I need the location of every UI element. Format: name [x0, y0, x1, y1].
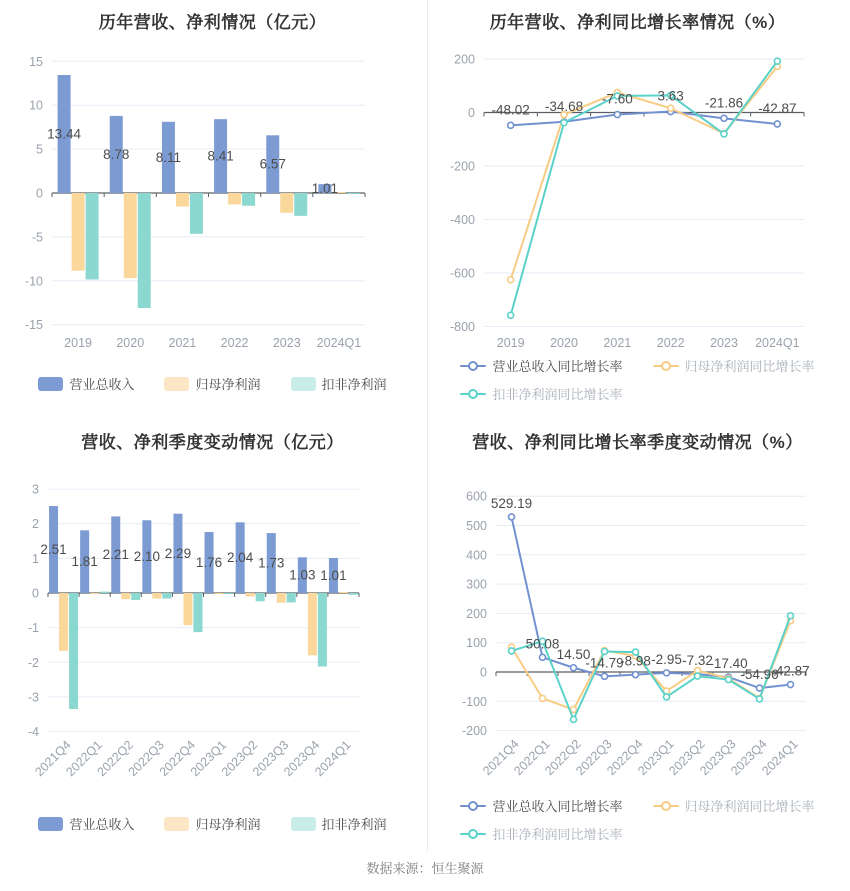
legend-item-net-profit[interactable] — [164, 814, 260, 833]
svg-text:-42.87: -42.87 — [758, 100, 797, 116]
svg-text:0: 0 — [468, 106, 475, 120]
svg-text:6.57: 6.57 — [259, 156, 286, 172]
svg-text:-54.96: -54.96 — [740, 667, 779, 683]
svg-text:2.04: 2.04 — [227, 550, 254, 566]
bar — [138, 193, 151, 308]
marker — [614, 112, 620, 118]
chart-title-quarterly-growth: 营收、净利同比增长率季度变动情况（%） — [472, 433, 803, 452]
marker — [774, 58, 780, 64]
marker — [508, 277, 514, 283]
line-series-icon — [460, 800, 486, 812]
marker — [602, 673, 608, 679]
svg-text:2022Q3: 2022Q3 — [125, 737, 167, 780]
svg-text:2023Q4: 2023Q4 — [728, 736, 770, 779]
legend-item-label: 归母净利润 — [195, 817, 261, 832]
bar — [318, 593, 327, 666]
svg-text:1.81: 1.81 — [71, 554, 98, 570]
series-color-swatch — [164, 377, 189, 391]
marker — [664, 670, 670, 676]
svg-text:2022Q1: 2022Q1 — [63, 737, 105, 780]
bar — [287, 593, 296, 602]
marker — [633, 672, 639, 678]
svg-text:2023Q3: 2023Q3 — [250, 737, 292, 780]
line-series-icon — [653, 360, 679, 372]
legend-item-non-gaap-net-profit[interactable] — [291, 374, 387, 393]
quarterly-amounts-y-axis-labels — [28, 483, 39, 739]
svg-text:-42.87: -42.87 — [771, 663, 810, 679]
svg-text:2023Q1: 2023Q1 — [187, 737, 230, 780]
legend-item-label: 扣非净利润同比增长率 — [492, 387, 623, 402]
quarterly-growth-x-axis-labels — [480, 737, 800, 778]
bar — [242, 193, 255, 206]
marker — [561, 120, 567, 126]
bar — [183, 593, 192, 625]
legend-item-label: 归母净利润同比增长率 — [684, 359, 815, 374]
legend-item-label: 归母净利润同比增长率 — [684, 799, 815, 814]
quarterly-amounts-plot — [0, 420, 425, 858]
svg-text:2024Q1: 2024Q1 — [755, 336, 800, 350]
quarterly-amounts-x-axis-labels — [32, 738, 353, 779]
bar — [121, 593, 130, 599]
svg-text:2023Q1: 2023Q1 — [635, 736, 677, 779]
svg-text:13.44: 13.44 — [47, 126, 81, 142]
quarterly-growth-data-labels — [491, 496, 810, 682]
chart-annual-amounts — [0, 0, 425, 420]
svg-text:10: 10 — [29, 98, 43, 113]
bar — [100, 592, 109, 593]
marker — [509, 514, 515, 520]
svg-text:2022Q4: 2022Q4 — [156, 737, 199, 780]
svg-text:5: 5 — [36, 142, 43, 157]
marker — [774, 121, 780, 127]
annual-growth-y-axis-labels — [450, 53, 475, 335]
svg-text:2: 2 — [32, 517, 39, 532]
svg-text:8.78: 8.78 — [103, 146, 130, 162]
svg-text:3.63: 3.63 — [657, 88, 684, 104]
svg-text:-48.02: -48.02 — [491, 102, 530, 118]
legend-item-label: 营业总收入 — [69, 377, 135, 392]
svg-text:1.01: 1.01 — [311, 181, 339, 197]
legend-item-non-gaap-net-profit[interactable] — [291, 814, 387, 833]
bar — [90, 593, 99, 594]
svg-text:2023Q2: 2023Q2 — [218, 737, 261, 780]
marker — [508, 122, 514, 128]
svg-text:529.19: 529.19 — [490, 495, 533, 511]
svg-text:200: 200 — [454, 52, 475, 67]
marker — [721, 131, 727, 137]
svg-text:2022Q3: 2022Q3 — [573, 736, 615, 779]
svg-text:-2.95: -2.95 — [651, 651, 682, 667]
svg-text:0: 0 — [32, 586, 39, 601]
bar — [346, 193, 359, 194]
svg-text:0: 0 — [480, 665, 487, 680]
svg-text:-15: -15 — [24, 318, 43, 333]
quarterly-growth-plot — [425, 420, 850, 858]
bar — [176, 193, 189, 207]
data-source-note: 数据来源：恒生聚源 — [366, 861, 484, 876]
bar — [190, 193, 203, 234]
svg-text:300: 300 — [466, 577, 487, 592]
bar — [59, 593, 68, 651]
bar — [86, 193, 99, 279]
svg-text:-5: -5 — [31, 230, 43, 245]
svg-text:-800: -800 — [449, 320, 475, 334]
svg-text:0: 0 — [36, 186, 43, 201]
svg-text:-2: -2 — [27, 655, 39, 670]
chart-annual-growth — [425, 0, 850, 420]
svg-text:-7.32: -7.32 — [682, 653, 713, 669]
svg-text:2019: 2019 — [64, 336, 92, 350]
bar — [349, 593, 358, 595]
legend-item-label: 营业总收入同比增长率 — [492, 799, 623, 814]
legend-annual-growth — [425, 356, 850, 403]
marker — [788, 613, 794, 619]
bar — [308, 593, 317, 655]
bar — [246, 593, 255, 596]
legend-item-label: 扣非净利润 — [321, 377, 387, 392]
svg-text:2021Q4: 2021Q4 — [32, 737, 74, 780]
svg-text:2022Q4: 2022Q4 — [604, 736, 646, 779]
svg-text:400: 400 — [466, 548, 487, 563]
series-color-swatch — [291, 377, 316, 391]
svg-text:2020: 2020 — [550, 336, 578, 350]
svg-text:8.41: 8.41 — [207, 148, 234, 164]
chart-title-quarterly-amounts: 营收、净利季度变动情况（亿元） — [81, 433, 344, 452]
bar — [152, 593, 161, 599]
bar — [225, 593, 234, 594]
annual-amounts-y-axis-labels — [25, 55, 43, 332]
legend-item-net-profit-growth[interactable] — [653, 796, 815, 815]
marker — [571, 716, 577, 722]
bar — [256, 593, 265, 601]
svg-text:-14.79: -14.79 — [585, 655, 624, 671]
marker — [602, 648, 608, 654]
annual-amounts-data-labels — [47, 126, 338, 196]
svg-text:50.08: 50.08 — [525, 636, 560, 652]
svg-text:2021: 2021 — [603, 336, 632, 350]
line-series-icon — [460, 388, 486, 400]
bar — [162, 593, 171, 599]
svg-text:-200: -200 — [461, 724, 487, 739]
svg-text:2021Q4: 2021Q4 — [480, 736, 522, 779]
legend-item-revenue[interactable] — [38, 814, 134, 833]
svg-text:2022: 2022 — [220, 336, 249, 350]
series-color-swatch — [164, 817, 189, 831]
svg-text:100: 100 — [466, 636, 487, 651]
svg-text:3: 3 — [32, 482, 39, 497]
marker — [508, 312, 514, 318]
svg-text:-34.68: -34.68 — [544, 98, 584, 114]
svg-text:-17.40: -17.40 — [709, 656, 748, 672]
series-color-swatch — [38, 817, 63, 831]
legend-item-revenue-growth[interactable] — [460, 796, 622, 815]
chart-title-annual-amounts: 历年营收、净利情况（亿元） — [98, 13, 327, 32]
svg-text:2022Q2: 2022Q2 — [542, 736, 584, 779]
legend-item-non-gaap-net-profit-growth[interactable] — [460, 824, 622, 843]
annual-growth-x-axis-labels — [497, 336, 800, 350]
bar — [280, 193, 293, 213]
marker — [540, 695, 546, 701]
bar — [277, 593, 286, 603]
svg-text:2.10: 2.10 — [133, 549, 160, 565]
svg-text:2023: 2023 — [710, 336, 738, 350]
annual-amounts-plot — [0, 0, 425, 420]
chart-quarterly-growth — [425, 420, 850, 858]
bar — [294, 193, 307, 216]
legend-item-revenue[interactable] — [38, 374, 134, 393]
svg-text:2022Q1: 2022Q1 — [511, 736, 553, 779]
bar — [228, 193, 241, 204]
legend-item-label: 扣非净利润同比增长率 — [492, 827, 623, 842]
legend-item-non-gaap-net-profit-growth[interactable] — [460, 384, 622, 403]
legend-item-net-profit[interactable] — [164, 374, 260, 393]
svg-text:-21.86: -21.86 — [704, 95, 744, 111]
legend-item-label: 归母净利润 — [195, 377, 261, 392]
marker — [664, 694, 670, 700]
marker — [695, 673, 701, 679]
svg-text:2022: 2022 — [656, 336, 685, 350]
svg-text:2023: 2023 — [272, 336, 301, 350]
svg-text:-8.98: -8.98 — [620, 653, 651, 669]
svg-text:2.21: 2.21 — [102, 547, 129, 563]
legend-item-label: 营业总收入 — [69, 817, 135, 832]
svg-text:1.03: 1.03 — [289, 567, 316, 583]
svg-text:15: 15 — [29, 54, 43, 69]
bar — [339, 592, 348, 593]
line-series-icon — [653, 800, 679, 812]
svg-text:2024Q1: 2024Q1 — [312, 737, 354, 780]
line-series-icon — [460, 828, 486, 840]
bar — [72, 193, 85, 271]
line-series-icon — [460, 360, 486, 372]
svg-text:-400: -400 — [449, 213, 475, 227]
svg-text:1.73: 1.73 — [258, 555, 285, 571]
svg-text:2024Q1: 2024Q1 — [316, 336, 362, 350]
svg-text:1: 1 — [32, 551, 39, 566]
svg-text:500: 500 — [466, 519, 487, 533]
svg-text:-200: -200 — [449, 159, 475, 174]
marker — [757, 685, 763, 691]
svg-text:2023Q2: 2023Q2 — [666, 736, 708, 779]
marker — [721, 115, 727, 121]
svg-text:600: 600 — [466, 489, 487, 504]
svg-text:200: 200 — [466, 606, 487, 621]
marker — [757, 696, 763, 702]
bar — [69, 593, 78, 709]
svg-text:2023Q3: 2023Q3 — [697, 736, 739, 779]
svg-text:2.29: 2.29 — [164, 545, 192, 561]
chart-title-annual-growth: 历年营收、净利同比增长率情况（%） — [489, 13, 786, 32]
marker — [726, 677, 732, 683]
legend-item-net-profit-growth[interactable] — [653, 356, 815, 375]
svg-text:2024Q1: 2024Q1 — [759, 736, 801, 779]
annual-growth-gridlines — [484, 59, 804, 327]
legend-quarterly-growth — [425, 796, 850, 843]
svg-text:-4: -4 — [27, 725, 39, 740]
svg-text:-10: -10 — [24, 274, 43, 289]
svg-text:1.01: 1.01 — [320, 568, 347, 584]
annual-amounts-x-axis-labels — [64, 336, 361, 350]
series-color-swatch — [38, 377, 63, 391]
legend-item-label: 扣非净利润 — [321, 817, 387, 832]
svg-text:-1: -1 — [27, 621, 39, 636]
marker — [571, 665, 577, 671]
bar — [131, 593, 140, 600]
marker — [668, 105, 674, 111]
chart-quarterly-amounts — [0, 420, 425, 858]
legend-item-label: 营业总收入同比增长率 — [492, 359, 623, 374]
svg-text:-600: -600 — [449, 266, 475, 281]
revenue-bars — [58, 75, 332, 193]
svg-text:8.11: 8.11 — [155, 149, 182, 165]
net-profit-bars — [59, 592, 348, 655]
legend-annual-amounts — [0, 374, 425, 393]
quarterly-growth-y-axis-labels — [462, 490, 487, 738]
series-color-swatch — [291, 817, 316, 831]
svg-text:1.76: 1.76 — [195, 555, 223, 571]
bar — [124, 193, 137, 278]
svg-text:-100: -100 — [461, 694, 487, 709]
svg-text:2020: 2020 — [116, 336, 145, 350]
svg-text:14.50: 14.50 — [556, 646, 591, 662]
svg-text:2021: 2021 — [168, 336, 197, 350]
legend-quarterly-amounts — [0, 814, 425, 833]
marker — [540, 654, 546, 660]
marker — [509, 648, 515, 654]
legend-item-revenue-growth[interactable] — [460, 356, 622, 375]
svg-text:2023Q4: 2023Q4 — [281, 737, 323, 780]
svg-text:2.51: 2.51 — [40, 542, 67, 558]
svg-text:2019: 2019 — [496, 336, 525, 350]
marker — [788, 682, 794, 688]
bar — [215, 593, 224, 594]
bar — [193, 593, 202, 632]
svg-text:2022Q2: 2022Q2 — [94, 737, 136, 780]
svg-text:-3: -3 — [27, 690, 39, 705]
svg-text:-7.60: -7.60 — [601, 91, 633, 107]
